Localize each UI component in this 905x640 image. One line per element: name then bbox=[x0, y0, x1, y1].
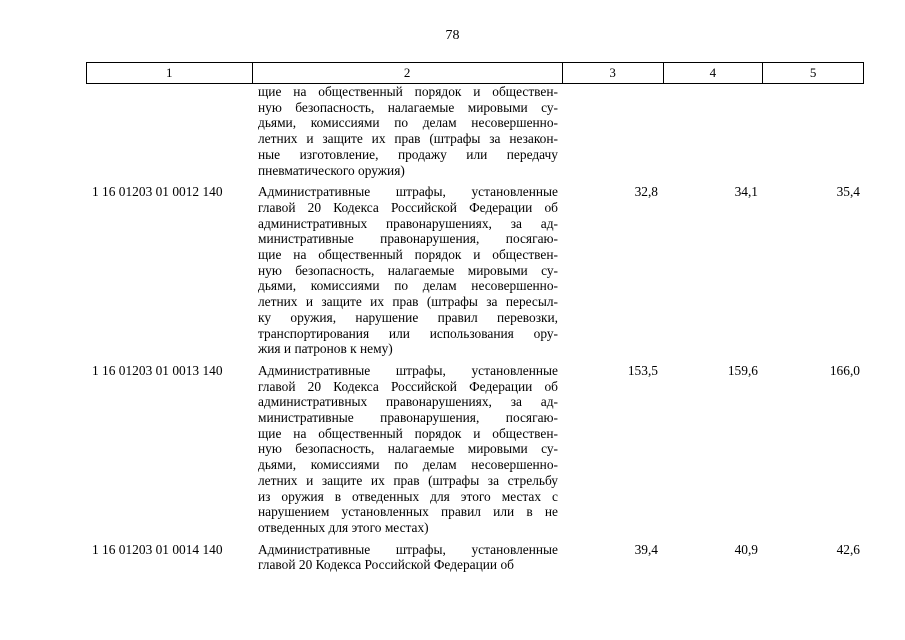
header-cell-1: 1 bbox=[87, 63, 253, 83]
value-col-5-cell: 42,6 bbox=[836, 541, 860, 557]
table-row bbox=[86, 184, 864, 357]
table-row bbox=[86, 363, 864, 536]
description-line: административных правонарушениях, за ад- bbox=[258, 215, 558, 231]
description-line: дьями, комиссиями по делам несовершенно- bbox=[258, 457, 558, 473]
description-line: щие на общественный порядок и обществен- bbox=[258, 84, 558, 99]
header-cell-3: 3 bbox=[563, 63, 664, 83]
budget-code-cell: 1 16 01203 01 0014 140 bbox=[92, 541, 223, 557]
description-line: Административные штрафы, установленные bbox=[258, 184, 558, 200]
description-line: транспортирования или использования ору- bbox=[258, 325, 558, 341]
value-col-3-cell: 39,4 bbox=[634, 541, 658, 557]
table-row bbox=[86, 542, 864, 573]
description-line: летних и защите их прав (штрафы за незакон- bbox=[258, 131, 558, 147]
value-col-5-cell: 166,0 bbox=[829, 362, 860, 378]
budget-code-cell: 1 16 01203 01 0013 140 bbox=[92, 362, 223, 378]
description-cell bbox=[252, 184, 563, 357]
description-line: летних и защите их прав (штрафы за пересыл- bbox=[258, 294, 558, 310]
value-col-4-cell bbox=[664, 84, 764, 178]
description-line: административных правонарушениях, за ад- bbox=[258, 394, 558, 410]
description-line: дьями, комиссиями по делам несовершенно- bbox=[258, 278, 558, 294]
description-line: ные изготовление, продажу или передачу bbox=[258, 146, 558, 162]
description-cell bbox=[252, 363, 563, 536]
description-line: дьями, комиссиями по делам несовершенно- bbox=[258, 115, 558, 131]
value-col-5-cell bbox=[764, 84, 864, 178]
description-line: ную безопасность, налагаемые мировыми су- bbox=[258, 99, 558, 115]
description-line: жия и патронов к нему) bbox=[258, 341, 393, 357]
description-line: министративные правонарушения, посягаю- bbox=[258, 410, 558, 426]
value-col-4-cell: 34,1 bbox=[734, 184, 758, 200]
description-cell bbox=[252, 542, 563, 573]
description-line: пневматического оружия) bbox=[258, 162, 405, 178]
value-col-3-cell: 32,8 bbox=[634, 184, 658, 200]
description-line: щие на общественный порядок и обществен- bbox=[258, 247, 558, 263]
table-header-row bbox=[86, 62, 864, 84]
value-col-3-cell: 153,5 bbox=[627, 362, 658, 378]
value-col-4-cell: 40,9 bbox=[734, 541, 758, 557]
page-number: 78 bbox=[445, 28, 460, 43]
budget-code-cell bbox=[86, 84, 252, 178]
description-line: ную безопасность, налагаемые мировыми су- bbox=[258, 262, 558, 278]
description-line: летних и защите их прав (штрафы за стрельбу bbox=[258, 472, 558, 488]
description-line: отведенных для этого местах) bbox=[258, 519, 429, 535]
description-line: главой 20 Кодекса Российской Федерации об bbox=[258, 199, 558, 215]
description-line: главой 20 Кодекса Российской Федерации об bbox=[258, 378, 558, 394]
value-col-4-cell: 159,6 bbox=[727, 362, 758, 378]
budget-code-cell: 1 16 01203 01 0012 140 bbox=[92, 184, 223, 200]
description-line: из оружия в отведенных для этого местах с bbox=[258, 488, 558, 504]
description-line: нарушением установленных правил или в не bbox=[258, 504, 558, 520]
description-cell bbox=[252, 84, 563, 178]
description-line: ку оружия, нарушение правил перевозки, bbox=[258, 309, 558, 325]
table-row bbox=[86, 84, 864, 178]
description-line: Административные штрафы, установленные bbox=[258, 362, 558, 378]
description-line: министративные правонарушения, посягаю- bbox=[258, 231, 558, 247]
description-line: Административные штрафы, установленные bbox=[258, 541, 558, 557]
value-col-5-cell: 35,4 bbox=[836, 184, 860, 200]
header-cell-5: 5 bbox=[809, 65, 817, 80]
description-line: ную безопасность, налагаемые мировыми су- bbox=[258, 441, 558, 457]
description-line: щие на общественный порядок и обществен- bbox=[258, 425, 558, 441]
table-body bbox=[86, 84, 864, 573]
description-line: главой 20 Кодекса Российской Федерации об bbox=[258, 557, 514, 573]
header-cell-4: 4 bbox=[664, 63, 764, 83]
value-col-3-cell bbox=[563, 84, 664, 178]
header-cell-2: 2 bbox=[253, 63, 563, 83]
